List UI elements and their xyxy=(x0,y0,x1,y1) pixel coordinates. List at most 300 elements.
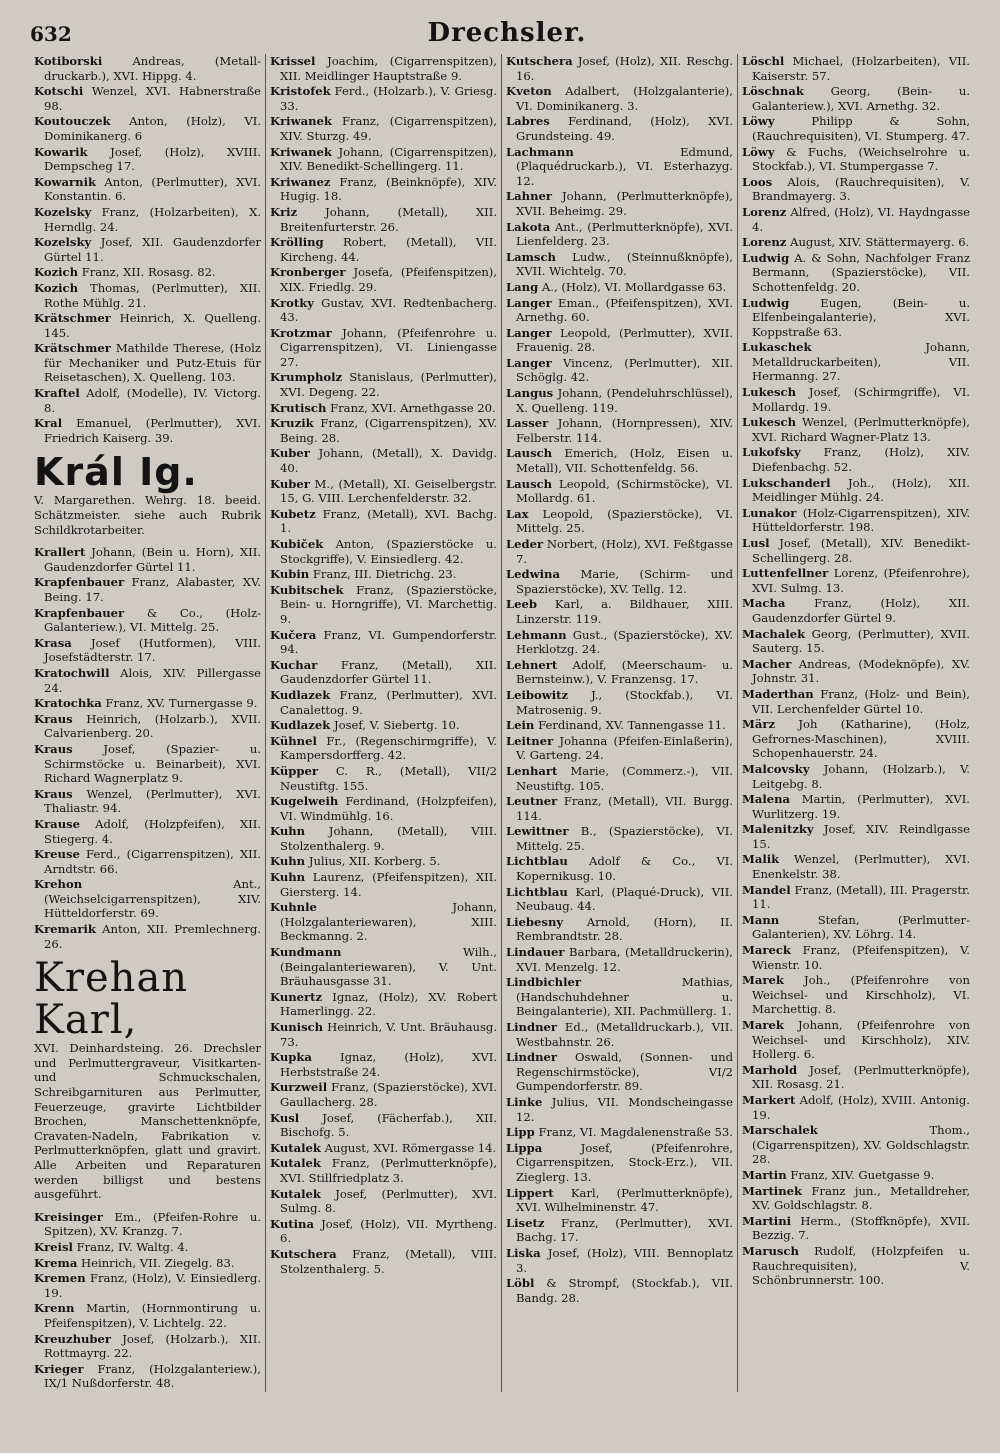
entry-surname: Marek xyxy=(742,1018,784,1032)
entry-surname: Martini xyxy=(742,1213,792,1228)
entry-surname: Kriwanek xyxy=(270,144,332,159)
entry-surname: Kurzweil xyxy=(270,1080,328,1095)
entry-details: Josef, (Holz), XII. Reschg. 16. xyxy=(516,54,734,83)
entry-surname: Lahner xyxy=(506,189,553,204)
entry-surname: Langer xyxy=(506,325,552,340)
directory-entry xyxy=(270,1111,497,1140)
directory-entry xyxy=(506,1186,733,1215)
directory-entry xyxy=(34,666,261,695)
page-header xyxy=(30,14,984,54)
entry-details: Rudolf, (Holzpfeifen u. Rauchrequisiten), V. Schönbrunnerstr. 100. xyxy=(752,1243,970,1288)
entry-surname: Kühnel xyxy=(270,733,317,748)
entry-surname: Langer xyxy=(506,295,552,310)
directory-entry xyxy=(506,189,733,218)
directory-entry xyxy=(742,717,970,761)
directory-entry xyxy=(270,1141,497,1156)
directory-entry xyxy=(34,636,261,665)
directory-entry xyxy=(34,341,261,385)
entry-surname: Lax xyxy=(506,506,529,521)
entry-details: Adolf & Co., VI. Kopernikusg. 10. xyxy=(516,854,734,884)
directory-entry xyxy=(742,1063,970,1092)
entry-details: Franz, (Metall), VIII. Stolzenthalerg. 5. xyxy=(280,1246,497,1276)
entry-surname: Küpper xyxy=(270,763,318,778)
entry-surname: Maderthan xyxy=(742,686,814,701)
directory-entry xyxy=(742,792,970,821)
entry-details: Joh (Katharine), (Holz, Gefrornes-Maschinen), XVIII. Schopenhauerstr. 24. xyxy=(752,717,970,761)
entry-details: Franz, XIV. Guetgasse 9. xyxy=(790,1167,935,1182)
entry-details: Ferdinand, XV. Tannengasse 11. xyxy=(538,718,726,733)
entry-details: Franz, XV. Turnergasse 9. xyxy=(105,696,258,711)
entry-details: Josef, (Holz), XVIII. Dempscheg 17. xyxy=(44,144,262,174)
directory-entry xyxy=(34,386,261,415)
advertiser-name: Krehan Karl, xyxy=(34,955,189,1044)
entry-surname: Marschalek xyxy=(742,1123,818,1138)
entry-surname: Lindner xyxy=(506,1020,558,1034)
advertisement-block xyxy=(34,957,261,1202)
directory-entry xyxy=(506,1095,733,1124)
entry-details: Franz, (Holz- und Bein), VII. Lerchenfelder Gürtel 10. xyxy=(752,686,970,716)
entry-details: Ferdinand, (Holz), XVI. Grundsteing. 49. xyxy=(516,114,734,143)
entry-details: Joachim, (Cigarrenspitzen), XII. Meidlinger Hauptstraße 9. xyxy=(280,54,497,83)
directory-entry xyxy=(270,446,497,475)
entry-details: Josef, (Holz), VII. Myrtheng. 6. xyxy=(280,1216,498,1246)
directory-entry xyxy=(270,628,497,657)
entry-details: Franz, XVI. Arnethgasse 20. xyxy=(330,400,496,415)
advertiser-name: Král Ig. xyxy=(34,450,198,495)
entry-surname: Lichtblau xyxy=(506,854,568,869)
entry-surname: Lachmann xyxy=(506,144,574,159)
entry-surname: Krema xyxy=(34,1255,78,1270)
entry-details: Wenzel, XVI. Habnerstraße 98. xyxy=(44,84,261,113)
entry-surname: Lukschanderl xyxy=(742,475,831,490)
entry-details: Leopold, (Schirmstöcke), VI. Mollardg. 61. xyxy=(516,476,733,506)
directory-entry xyxy=(742,566,970,595)
entry-surname: Leibowitz xyxy=(506,687,569,702)
entry-surname: Kronberger xyxy=(270,265,346,280)
directory-entry xyxy=(506,84,733,113)
directory-entry xyxy=(742,205,970,234)
entry-surname: Lukofsky xyxy=(742,445,801,460)
entry-details: Philipp & Sohn, (Rauchrequisiten), VI. Stumperg. 47. xyxy=(752,114,970,143)
entry-details: Franz, (Metall), XVI. Bachg. 1. xyxy=(280,506,498,536)
entry-details: Franz, (Perlmutterknöpfe), XVI. Stillfriedplatz 3. xyxy=(280,1156,498,1185)
directory-entry xyxy=(742,762,970,791)
entry-details: Barbara, (Metalldruckerin), XVI. Menzelg. 12. xyxy=(516,945,733,974)
entry-details: Lorenz, (Pfeifenrohre), XVI. Sulmg. 13. xyxy=(752,566,970,595)
directory-entry xyxy=(34,877,261,921)
entry-surname: Lorenz xyxy=(742,204,787,219)
entry-details: Heinrich, V. Unt. Bräuhausg. 73. xyxy=(280,1020,498,1049)
directory-entry xyxy=(506,824,733,853)
entry-details: Johann, (Hornpressen), XIV. Felberstr. 114. xyxy=(516,416,734,445)
directory-entry xyxy=(34,205,261,234)
entry-surname: Lindauer xyxy=(506,945,565,960)
entry-surname: Marek xyxy=(742,973,784,988)
directory-entry xyxy=(34,847,261,876)
directory-entry xyxy=(34,114,261,143)
entry-surname: Lippert xyxy=(506,1185,554,1200)
entry-details: Wenzel, (Perlmutterknöpfe), XVI. Richard Wagner-Platz 13. xyxy=(752,415,970,444)
entry-details: Franz, (Cigarrenspitzen), XIV. Sturzg. 49. xyxy=(280,114,497,143)
entry-surname: Kraus xyxy=(34,741,73,756)
entry-details: Gust., (Spazierstöcke), XV. Herklotzg. 24. xyxy=(516,627,734,657)
directory-columns xyxy=(30,54,984,1392)
entry-details: August, XVI. Römergasse 14. xyxy=(324,1140,497,1155)
directory-entry xyxy=(742,54,970,83)
entry-surname: Krumpholz xyxy=(270,370,343,385)
entry-details: Em., (Pfeifen-Rohre u. Spitzen), XV. Kranzg. 7. xyxy=(44,1209,262,1239)
directory-entry xyxy=(270,1020,497,1049)
entry-details: Eugen, (Bein- u. Elfenbeingalanterie), XVI. Koppstraße 63. xyxy=(752,295,971,339)
directory-entry xyxy=(270,794,497,823)
entry-surname: Leeb xyxy=(506,597,538,612)
entry-surname: Kraus xyxy=(34,786,73,801)
entry-details: Josef, (Metall), XIV. Benedikt-Schellingerg. 28. xyxy=(752,536,971,565)
entry-details: Anton, (Holz), VI. Dominikanerg. 6 xyxy=(44,114,262,143)
entry-details: B., (Spazierstöcke), VI. Mittelg. 25. xyxy=(516,824,733,853)
entry-surname: Krehon xyxy=(34,877,83,892)
entry-surname: Lehmann xyxy=(506,627,567,642)
directory-entry xyxy=(270,537,497,566)
directory-entry xyxy=(506,1050,733,1094)
entry-details: J., (Stockfab.), VI. Matrosenig. 9. xyxy=(516,687,733,717)
entry-details: Oswald, (Sonnen- und Regenschirmstöcke), VI/2 Gumpendorferstr. 89. xyxy=(516,1050,733,1094)
entry-details: Gustav, XVI. Redtenbacherg. 43. xyxy=(280,295,497,325)
entry-surname: Lukaschek xyxy=(742,340,812,355)
entry-surname: Kudlazek xyxy=(270,718,331,733)
entry-surname: Krutisch xyxy=(270,400,327,415)
directory-entry xyxy=(270,1050,497,1079)
directory-entry xyxy=(742,296,970,340)
entry-details: Adolf, (Modelle), IV. Victorg. 8. xyxy=(44,386,262,415)
directory-entry xyxy=(506,915,733,944)
directory-entry xyxy=(742,822,970,851)
entry-surname: Machalek xyxy=(742,626,806,641)
entry-surname: Malena xyxy=(742,792,791,807)
entry-details: Emanuel, (Perlmutter), XVI. Friedrich Kaiserg. 39. xyxy=(44,416,261,445)
column-4 xyxy=(738,54,974,1392)
directory-entry xyxy=(506,477,733,506)
directory-entry xyxy=(270,567,497,582)
entry-details: Johanna (Pfeifen-Einlaßerin), V. Garteng. 24. xyxy=(516,733,733,763)
directory-entry xyxy=(506,718,733,733)
entry-surname: Lakota xyxy=(506,219,551,234)
entry-surname: Krätschmer xyxy=(34,311,111,326)
entry-surname: Kubin xyxy=(270,567,310,582)
directory-entry xyxy=(506,145,733,189)
entry-details: Franz, IV. Waltg. 4. xyxy=(76,1239,189,1254)
entry-surname: Kutschera xyxy=(506,54,573,68)
directory-entry xyxy=(742,943,970,972)
entry-details: Franz, VI. Magdalenenstraße 53. xyxy=(538,1125,733,1140)
directory-entry xyxy=(270,824,497,853)
entry-details: Johann, Metalldruckarbeiten), VII. Hermanng. 27. xyxy=(752,340,970,384)
entry-surname: Krieger xyxy=(34,1361,84,1376)
directory-entry xyxy=(34,311,261,340)
entry-details: Franz, (Spazierstöcke, Bein- u. Horngriffe), VI. Marchettig. 9. xyxy=(280,582,497,626)
entry-details: Franz, XII. Rosasg. 82. xyxy=(81,265,216,280)
entry-surname: Martinek xyxy=(742,1183,803,1198)
directory-entry xyxy=(742,476,970,505)
directory-entry xyxy=(506,734,733,763)
entry-details: Ferd., (Holzarb.), V. Griesg. 33. xyxy=(280,84,497,113)
entry-surname: Kudlazek xyxy=(270,687,331,702)
entry-surname: Kuhn xyxy=(270,870,306,885)
entry-surname: Lausch xyxy=(506,476,553,491)
entry-surname: Lusl xyxy=(742,536,770,550)
directory-entry xyxy=(34,1240,261,1255)
entry-surname: Kutina xyxy=(270,1216,314,1231)
directory-entry xyxy=(270,416,497,445)
entry-surname: Lasser xyxy=(506,416,549,431)
entry-details: Josef, (Pfeifenrohre, Cigarrenspitzen, Stock-Erz.), VII. Zieglerg. 13. xyxy=(516,1140,733,1184)
entry-surname: Kozelsky xyxy=(34,235,92,250)
directory-entry xyxy=(34,1301,261,1330)
directory-entry xyxy=(506,885,733,914)
entry-details: Ignaz, (Holz), XVI. Herbststraße 24. xyxy=(280,1050,498,1079)
entry-surname: Kotschi xyxy=(34,84,84,99)
entry-surname: Kreisinger xyxy=(34,1209,103,1224)
entry-surname: Kristofek xyxy=(270,84,331,99)
entry-details: C. R., (Metall), VII/2 Neustiftg. 155. xyxy=(280,763,497,793)
entry-surname: Kuber xyxy=(270,446,310,461)
directory-entry xyxy=(34,606,261,635)
directory-entry xyxy=(270,114,497,143)
directory-entry xyxy=(270,401,497,416)
entry-surname: Krasa xyxy=(34,635,72,650)
entry-surname: Kral xyxy=(34,416,63,431)
directory-entry xyxy=(506,945,733,974)
entry-details: Josef, (Holzarb.), XII. Rottmayrg. 22. xyxy=(44,1331,262,1361)
entry-surname: Kutalek xyxy=(270,1156,321,1171)
entry-details: Adolf, (Holz), XVIII. Antonig. 19. xyxy=(752,1092,970,1122)
entry-details: Franz, (Pfeifenspitzen), V. Wienstr. 10. xyxy=(752,943,970,972)
directory-entry xyxy=(34,575,261,604)
directory-entry xyxy=(506,688,733,717)
entry-surname: Loos xyxy=(742,174,773,189)
directory-entry xyxy=(270,296,497,325)
entry-details: Michael, (Holzarbeiten), VII. Kaiserstr. 57. xyxy=(752,54,970,83)
directory-entry xyxy=(742,913,970,942)
entry-details: A., (Holz), VI. Mollardgasse 63. xyxy=(541,279,727,294)
entry-details: Mathilde Therese, (Holz für Mechaniker und Putz-Etuis für Reisetaschen), X. Quelleng. 103. xyxy=(44,341,261,385)
directory-entry xyxy=(506,416,733,445)
directory-entry xyxy=(742,687,970,716)
entry-details: Alois, (Rauchrequisiten), V. Brandmayerg. 3. xyxy=(752,174,970,204)
entry-details: Josef, (Schirmgriffe), VI. Mollardg. 19. xyxy=(752,385,970,414)
directory-entry xyxy=(270,175,497,204)
entry-details: Franz, (Metall), XII. Gaudenzdorfer Gürtel 11. xyxy=(280,657,497,687)
entry-surname: Kriz xyxy=(270,204,298,219)
entry-details: Edmund, (Plaquédruckarb.), VI. Esterhazyg. 12. xyxy=(516,144,733,188)
entry-details: Norbert, (Holz), XVI. Feßtgasse 7. xyxy=(516,537,734,566)
directory-entry xyxy=(742,627,970,656)
directory-entry xyxy=(506,507,733,536)
entry-surname: Kremarik xyxy=(34,922,96,937)
directory-entry xyxy=(506,280,733,295)
entry-surname: Krallert xyxy=(34,545,86,560)
directory-entry xyxy=(270,265,497,294)
entry-details: Alois, XIV. Pillergasse 24. xyxy=(44,665,262,695)
entry-details: A. & Sohn, Nachfolger Franz Bermann, (Spazierstöcke), VII. Schottenfeldg. 20. xyxy=(752,250,970,294)
entry-details: (Holz-Cigarrenspitzen), XIV. Hütteldorferstr. 198. xyxy=(752,505,971,535)
directory-entry xyxy=(506,854,733,883)
entry-details: Ant., (Perlmutterknöpfe), XVI. Lienfelderg. 23. xyxy=(516,219,734,249)
entry-details: Wilh., (Beingalanteriewaren), V. Unt. Bräuhausgasse 31. xyxy=(280,945,497,989)
directory-entry xyxy=(742,1123,970,1167)
entry-surname: Lehnert xyxy=(506,657,558,672)
entry-surname: Kubetz xyxy=(270,506,316,521)
entry-details: Franz jun., Metalldreher, XV. Goldschlagstr. 8. xyxy=(752,1183,971,1213)
entry-details: Anton, (Spazierstöcke u. Stockgriffe), V. Einsiedlerg. 42. xyxy=(280,537,497,566)
entry-details: Thomas, (Perlmutter), XII. Rothe Mühlg. 21. xyxy=(44,280,261,310)
entry-surname: Kuber xyxy=(270,476,310,491)
entry-details: Martin, (Perlmutter), XVI. Wurlitzerg. 19. xyxy=(752,792,970,821)
entry-surname: Lamsch xyxy=(506,249,556,264)
directory-entry xyxy=(34,1256,261,1271)
entry-surname: Kratochka xyxy=(34,696,102,711)
entry-surname: Kuchar xyxy=(270,657,318,672)
entry-surname: Kozich xyxy=(34,265,79,280)
entry-surname: Liebesny xyxy=(506,914,564,929)
directory-entry xyxy=(506,1125,733,1140)
directory-entry xyxy=(270,84,497,113)
entry-surname: Lang xyxy=(506,279,539,294)
entry-details: Andreas, (Metall-druckarb.), XVI. Hippg. 4. xyxy=(44,54,262,83)
entry-surname: Lindner xyxy=(506,1050,558,1065)
directory-entry xyxy=(34,1271,261,1300)
entry-surname: Mandel xyxy=(742,882,791,897)
directory-entry xyxy=(742,340,970,384)
entry-details: Herm., (Stoffknöpfe), XVII. Bezzig. 7. xyxy=(752,1213,970,1243)
entry-surname: Kunertz xyxy=(270,989,323,1004)
directory-entry xyxy=(742,145,970,174)
entry-details: Marie, (Commerz.-), VII. Neustiftg. 105. xyxy=(516,763,733,793)
entry-surname: Luttenfellner xyxy=(742,566,829,581)
entry-details: Josef, XIV. Reindlgasse 15. xyxy=(752,822,970,851)
directory-entry xyxy=(742,1168,970,1183)
entry-surname: Langer xyxy=(506,355,552,370)
directory-entry xyxy=(270,326,497,370)
entry-details: Johann, (Bein u. Horn), XII. Gaudenzdorfer Gürtel 11. xyxy=(44,545,261,574)
directory-entry xyxy=(270,1217,497,1246)
entry-surname: Kozich xyxy=(34,280,79,295)
advertisement-text: V. Margarethen. Wehrg. 18. beeid. Schätzmeister. siehe auch Rubrik Schildkrotarbeiter. xyxy=(34,493,261,537)
entry-details: Eman., (Pfeifenspitzen), XVI. Arnethg. 60. xyxy=(516,295,733,325)
directory-entry xyxy=(742,84,970,113)
directory-entry xyxy=(742,1244,970,1288)
entry-details: Leopold, (Spazierstöcke), VI. Mittelg. 25. xyxy=(516,506,734,536)
entry-surname: Malik xyxy=(742,852,780,867)
directory-entry xyxy=(742,1093,970,1122)
directory-entry xyxy=(742,506,970,535)
entry-surname: Kotiborski xyxy=(34,54,103,68)
entry-surname: Krölling xyxy=(270,235,324,250)
directory-entry xyxy=(270,1156,497,1185)
entry-surname: Kremen xyxy=(34,1271,86,1286)
directory-entry xyxy=(506,658,733,687)
entry-surname: Marhold xyxy=(742,1062,798,1077)
entry-surname: Kupka xyxy=(270,1050,312,1065)
entry-details: Joh., (Pfeifenrohre von Weichsel- und Kirschholz), VI. Marchettig. 8. xyxy=(752,973,970,1017)
entry-surname: Löschnak xyxy=(742,84,804,99)
entry-surname: Krätschmer xyxy=(34,341,111,356)
entry-details: Leopold, (Perlmutter), XVII. Frauenig. 28. xyxy=(516,325,734,355)
directory-entry xyxy=(270,718,497,733)
entry-surname: Kubitschek xyxy=(270,582,344,597)
directory-entry xyxy=(742,852,970,881)
directory-entry xyxy=(742,175,970,204)
directory-entry xyxy=(506,326,733,355)
directory-entry xyxy=(742,385,970,414)
entry-surname: Leutner xyxy=(506,794,558,809)
entry-surname: Kriwanez xyxy=(270,174,331,189)
directory-entry xyxy=(34,145,261,174)
entry-surname: Kriwanek xyxy=(270,114,332,129)
directory-entry xyxy=(506,1276,733,1305)
entry-details: Johann, (Metall), X. Davidg. 40. xyxy=(280,446,497,476)
entry-surname: Lunakor xyxy=(742,505,797,520)
directory-entry xyxy=(742,415,970,444)
entry-details: Adolf, (Meerschaum- u. Bernsteinw.), V. Franzensg. 17. xyxy=(516,657,733,687)
entry-details: Karl, (Plaqué-Druck), VII. Neubaug. 44. xyxy=(516,884,733,914)
entry-surname: Kuhn xyxy=(270,854,306,869)
directory-entry xyxy=(742,235,970,250)
entry-surname: Krapfenbauer xyxy=(34,575,125,590)
entry-surname: Kutschera xyxy=(270,1246,337,1261)
entry-surname: Malcovsky xyxy=(742,761,810,776)
entry-details: Marie, (Schirm- und Spazierstöcke), XV. Tellg. 12. xyxy=(516,567,733,596)
entry-details: Georg, (Perlmutter), XVII. Sauterg. 15. xyxy=(752,626,970,656)
directory-entry xyxy=(742,114,970,143)
directory-entry xyxy=(506,250,733,279)
entry-details: Anton, XII. Premlechnerg. 26. xyxy=(44,922,262,951)
entry-surname: Kundmann xyxy=(270,945,342,960)
directory-entry xyxy=(506,567,733,596)
entry-surname: Marusch xyxy=(742,1243,799,1258)
directory-entry xyxy=(506,764,733,793)
entry-surname: Krotky xyxy=(270,295,315,310)
directory-entry xyxy=(34,84,261,113)
entry-surname: Kreisl xyxy=(34,1239,73,1254)
directory-entry xyxy=(270,734,497,763)
entry-details: Fr., (Regenschirmgriffe), V. Kampersdorfferg. 42. xyxy=(280,733,497,763)
entry-details: Julius, VII. Mondscheingasse 12. xyxy=(516,1094,733,1124)
directory-entry xyxy=(270,1187,497,1216)
entry-details: Heinrich, VII. Ziegelg. 83. xyxy=(81,1255,235,1270)
entry-surname: Mann xyxy=(742,912,780,927)
directory-entry xyxy=(270,1080,497,1109)
entry-details: Ignaz, (Holz), XV. Robert Hamerlingg. 22. xyxy=(280,989,497,1019)
directory-entry xyxy=(270,507,497,536)
entry-surname: Kuhn xyxy=(270,824,306,839)
entry-details: Josef (Hutformen), VIII. Josefstädterstr. 17. xyxy=(44,635,261,665)
directory-entry xyxy=(34,545,261,574)
directory-entry xyxy=(506,1246,733,1275)
column-1 xyxy=(30,54,266,1392)
entry-details: Wenzel, (Perlmutter), XVI. Enenkelstr. 38. xyxy=(752,852,970,882)
entry-details: Adolf, (Holzpfeifen), XII. Stiegerg. 4. xyxy=(44,816,261,846)
directory-entry xyxy=(742,1184,970,1213)
entry-surname: Macha xyxy=(742,596,786,611)
directory-entry xyxy=(34,787,261,816)
directory-entry xyxy=(506,628,733,657)
directory-entry xyxy=(742,445,970,474)
directory-entry xyxy=(506,537,733,566)
entry-surname: Lorenz xyxy=(742,235,787,250)
entry-details: Heinrich, X. Quelleng. 145. xyxy=(44,311,261,340)
entry-details: & Co., (Holz-Galanteriew.), VI. Mittelg. 25. xyxy=(44,605,262,635)
